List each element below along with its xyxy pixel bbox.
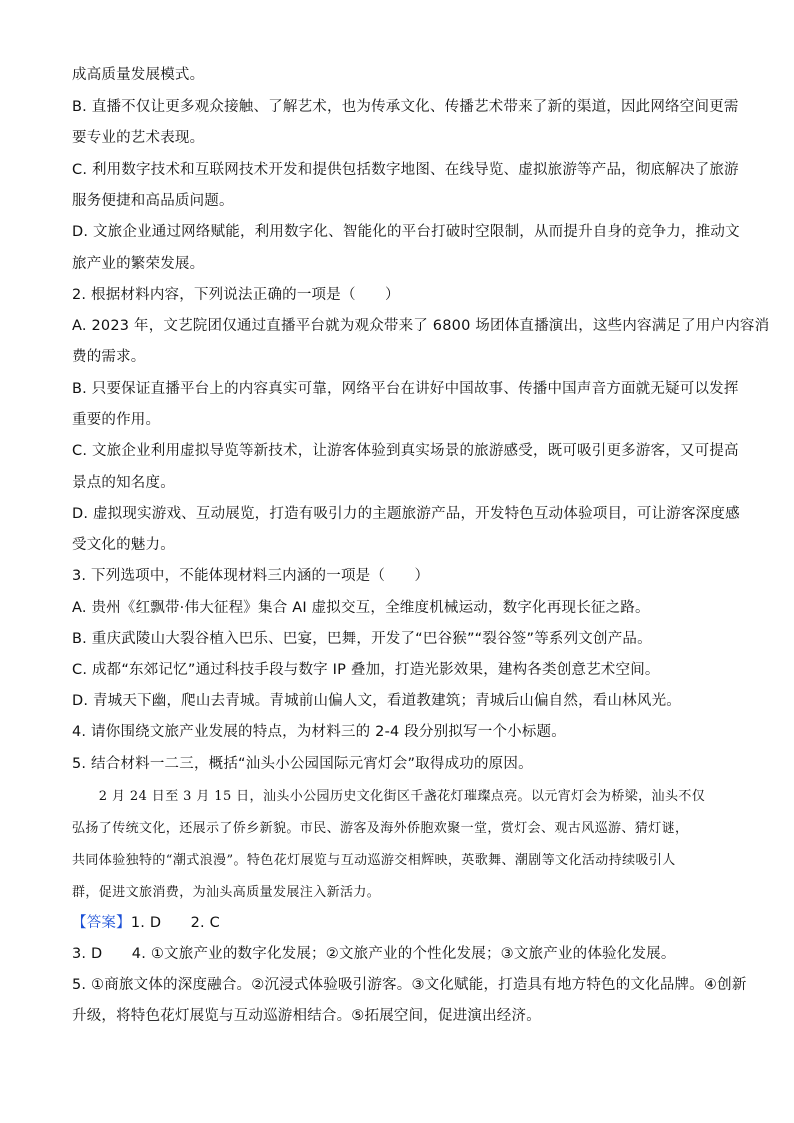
question-3: 3. 下列选项中，不能体现材料三内涵的一项是（ ）	[72, 568, 430, 584]
answer-line: 3. D 4. ①文旅产业的数字化发展；②文旅产业的个性化发展；③文旅产业的体验化发展。	[72, 946, 676, 962]
question-5: 5. 结合材料一二三，概括“汕头小公园国际元宵灯会”取得成功的原因。	[72, 756, 533, 772]
passage-line: 弘扬了传统文化，还展示了侨乡新貌。市民、游客及海外侨胞欢聚一堂，赏灯会、观古风巡游、猜灯谜，	[72, 821, 689, 836]
passage-line: 群，促进文旅消费，为汕头高质量发展注入新活力。	[72, 885, 381, 900]
option-d-line: D. 青城天下幽，爬山去青城。青城前山偏人文，看道教建筑；青城后山偏自然，看山林风光。	[72, 693, 681, 709]
option-a-line: A. 贵州《红飘带·伟大征程》集合 AI 虚拟交互，全维度机械运动，数字化再现长征之路。	[72, 600, 650, 616]
option-b-line: B. 只要保证直播平台上的内容真实可靠，网络平台在讲好中国故事、传播中国声音方面就无疑可以发挥	[72, 381, 739, 397]
option-c-line: C. 文旅企业利用虚拟导览等新技术，让游客体验到真实场景的旅游感受，既可吸引更多游客，又可提高	[72, 443, 739, 459]
text-line: 受文化的魅力。	[72, 537, 175, 553]
passage-line: 2 月 24 日至 3 月 15 日，汕头小公园历史文化街区千盏花灯璀璨点亮。以元宵灯会为桥梁，汕头不仅	[72, 789, 706, 804]
answer-label: 【答案】	[72, 915, 131, 931]
text-line: 费的需求。	[72, 349, 146, 365]
option-c-line: C. 成都“东郊记忆”通过科技手段与数字 IP 叠加，打造光影效果，建构各类创意艺术空间。	[72, 662, 660, 678]
option-d-line: D. 文旅企业通过网络赋能，利用数字化、智能化的平台打破时空限制，从而提升自身的竞争力，推动文	[72, 224, 740, 240]
text-line: 成高质量发展模式。	[72, 67, 205, 83]
answer-line: 5. ①商旅文体的深度融合。②沉浸式体验吸引游客。③文化赋能，打造具有地方特色的文化品牌。④创新	[72, 977, 747, 993]
text-line: 服务便捷和高品质问题。	[72, 193, 234, 209]
passage-line: 共同体验独特的“潮式浪漫”。特色花灯展览与互动巡游交相辉映，英歌舞、潮剧等文化活动持续吸引人	[72, 853, 676, 868]
answer-line: 升级，将特色花灯展览与互动巡游相结合。⑤拓展空间，促进演出经济。	[72, 1008, 541, 1024]
option-b-line: B. 重庆武陵山大裂谷植入巴乐、巴宴，巴舞，开发了“巴谷猴”“裂谷签”等系列文创产品。	[72, 631, 652, 647]
text-line: 重要的作用。	[72, 412, 161, 428]
option-c-line: C. 利用数字技术和互联网技术开发和提供包括数字地图、在线导览、虚拟旅游等产品，彻底解决了旅游	[72, 162, 739, 178]
question-4: 4. 请你围绕文旅产业发展的特点，为材料三的 2-4 段分别拟写一个小标题。	[72, 724, 566, 740]
answer-text: 1. D 2. C	[130, 915, 220, 931]
option-a-line: A. 2023 年，文艺院团仅通过直播平台就为观众带来了 6800 场团体直播演出，这些内容满足了用户内容消	[72, 318, 770, 334]
option-b-line: B. 直播不仅让更多观众接触、了解艺术，也为传承文化、传播艺术带来了新的渠道，因此网络空间更需	[72, 99, 739, 115]
question-2: 2. 根据材料内容，下列说法正确的一项是（ ）	[72, 287, 400, 303]
answer-line	[72, 913, 722, 933]
text-line: 旅产业的繁荣发展。	[72, 256, 205, 272]
text-line: 要专业的艺术表现。	[72, 130, 205, 146]
text-line: 景点的知名度。	[72, 475, 175, 491]
option-d-line: D. 虚拟现实游戏、互动展览，打造有吸引力的主题旅游产品，开发特色互动体验项目，可让游客深度感	[72, 506, 740, 522]
